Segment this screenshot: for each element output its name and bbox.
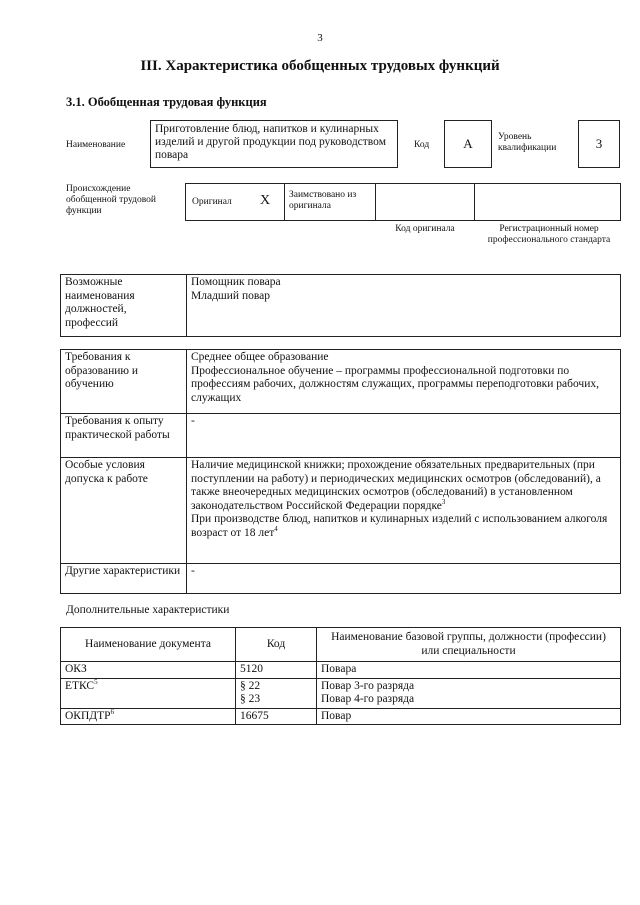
education-line: Профессиональное обучение – программы профессиональной подготовки по профессиям рабочих, должностям служащих, программы переподготовки рабочих, служащих [191, 364, 599, 404]
name-cell [317, 678, 621, 708]
requirements-table [60, 349, 621, 594]
code-line: § 22 [240, 679, 261, 692]
name-cell: Повара [317, 662, 621, 679]
positions-label: Возможные наименования должностей, профессий [61, 275, 187, 337]
experience-label: Требования к опыту практической работы [61, 414, 187, 458]
original-label: Оригинал [192, 197, 232, 207]
other-value: - [187, 564, 621, 594]
education-value [187, 350, 621, 414]
additional-table [60, 627, 621, 725]
name-label: Наименование [66, 140, 126, 150]
reg-number-caption: Регистрационный номер профессионального стандарта [487, 224, 611, 245]
level-value: 3 [595, 136, 603, 151]
code-value: А [463, 136, 473, 151]
code-line: § 23 [240, 693, 261, 705]
function-name-box [150, 120, 398, 168]
header-doc: Наименование документа [61, 628, 236, 662]
origin-divider-2 [375, 183, 376, 221]
positions-values [187, 275, 621, 337]
table-row [61, 628, 621, 662]
conditions-line [191, 513, 616, 540]
position-item: Помощник повара [191, 276, 281, 288]
footnote-marker: 6 [110, 707, 115, 716]
origin-divider-3 [474, 183, 475, 221]
footnote-marker: 3 [441, 497, 446, 506]
origin-box [185, 183, 621, 221]
name-cell: Повар [317, 708, 621, 725]
level-box [578, 120, 620, 168]
position-item: Младший повар [191, 289, 270, 302]
footnote-marker: 5 [94, 677, 98, 686]
name-line: Повар 4-го разряда [321, 693, 415, 705]
conditions-value [187, 458, 621, 564]
table-row [61, 678, 621, 708]
table-row [61, 564, 621, 594]
footnote-marker: 4 [274, 524, 278, 533]
table-row [61, 414, 621, 458]
borrowed-label: Заимствовано из оригинала [289, 190, 357, 211]
origin-label: Происхождение обобщенной трудовой функции [66, 184, 156, 216]
additional-title: Дополнительные характеристики [66, 604, 230, 616]
doc-text: ЕТКС [65, 679, 95, 692]
doc-cell [61, 678, 236, 708]
section-title: III. Характеристика обобщенных трудовых функций [140, 58, 500, 74]
code-cell: 5120 [236, 662, 317, 679]
code-cell [236, 678, 317, 708]
table-row [61, 662, 621, 679]
page-number: 3 [317, 32, 323, 44]
header-name: Наименование базовой группы, должности (профессии) или специальности [317, 628, 621, 662]
doc-cell [61, 708, 236, 725]
doc-text: ОКПДТР [65, 709, 111, 722]
origin-divider-1 [284, 183, 285, 221]
doc-cell: ОКЗ [61, 662, 236, 679]
education-label: Требования к образованию и обучению [61, 350, 187, 414]
conditions-label: Особые условия допуска к работе [61, 458, 187, 564]
other-label: Другие характеристики [61, 564, 187, 594]
level-label: Уровень квалификации [498, 132, 557, 153]
positions-table [60, 274, 621, 337]
function-name-value: Приготовление блюд, напитков и кулинарных изделий и другой продукции под руководством повара [155, 123, 386, 161]
code-label: Код [414, 140, 430, 150]
original-mark: X [260, 193, 271, 208]
table-row [61, 275, 621, 337]
table-row [61, 350, 621, 414]
conditions-text: При производстве блюд, напитков и кулинарных изделий с использованием алкоголя возраст от 18 лет [191, 513, 608, 539]
table-row [61, 708, 621, 725]
education-line: Среднее общее образование [191, 351, 329, 363]
code-original-caption: Код оригинала [395, 224, 455, 234]
name-line: Повар 3-го разряда [321, 679, 415, 692]
subsection-title: 3.1. Обобщенная трудовая функция [66, 95, 267, 109]
conditions-text: Наличие медицинской книжки; прохождение обязательных предварительных (при поступлении на работу) и периодических медицинских осмотров (обследований), а также внеочередных медицинских осмотров (обследований) в установленном законодательством Российской Федерации порядке [191, 459, 601, 512]
table-row [61, 458, 621, 564]
code-cell: 16675 [236, 708, 317, 725]
conditions-line [191, 459, 616, 513]
experience-value: - [187, 414, 621, 458]
header-code: Код [236, 628, 317, 662]
code-box [444, 120, 492, 168]
